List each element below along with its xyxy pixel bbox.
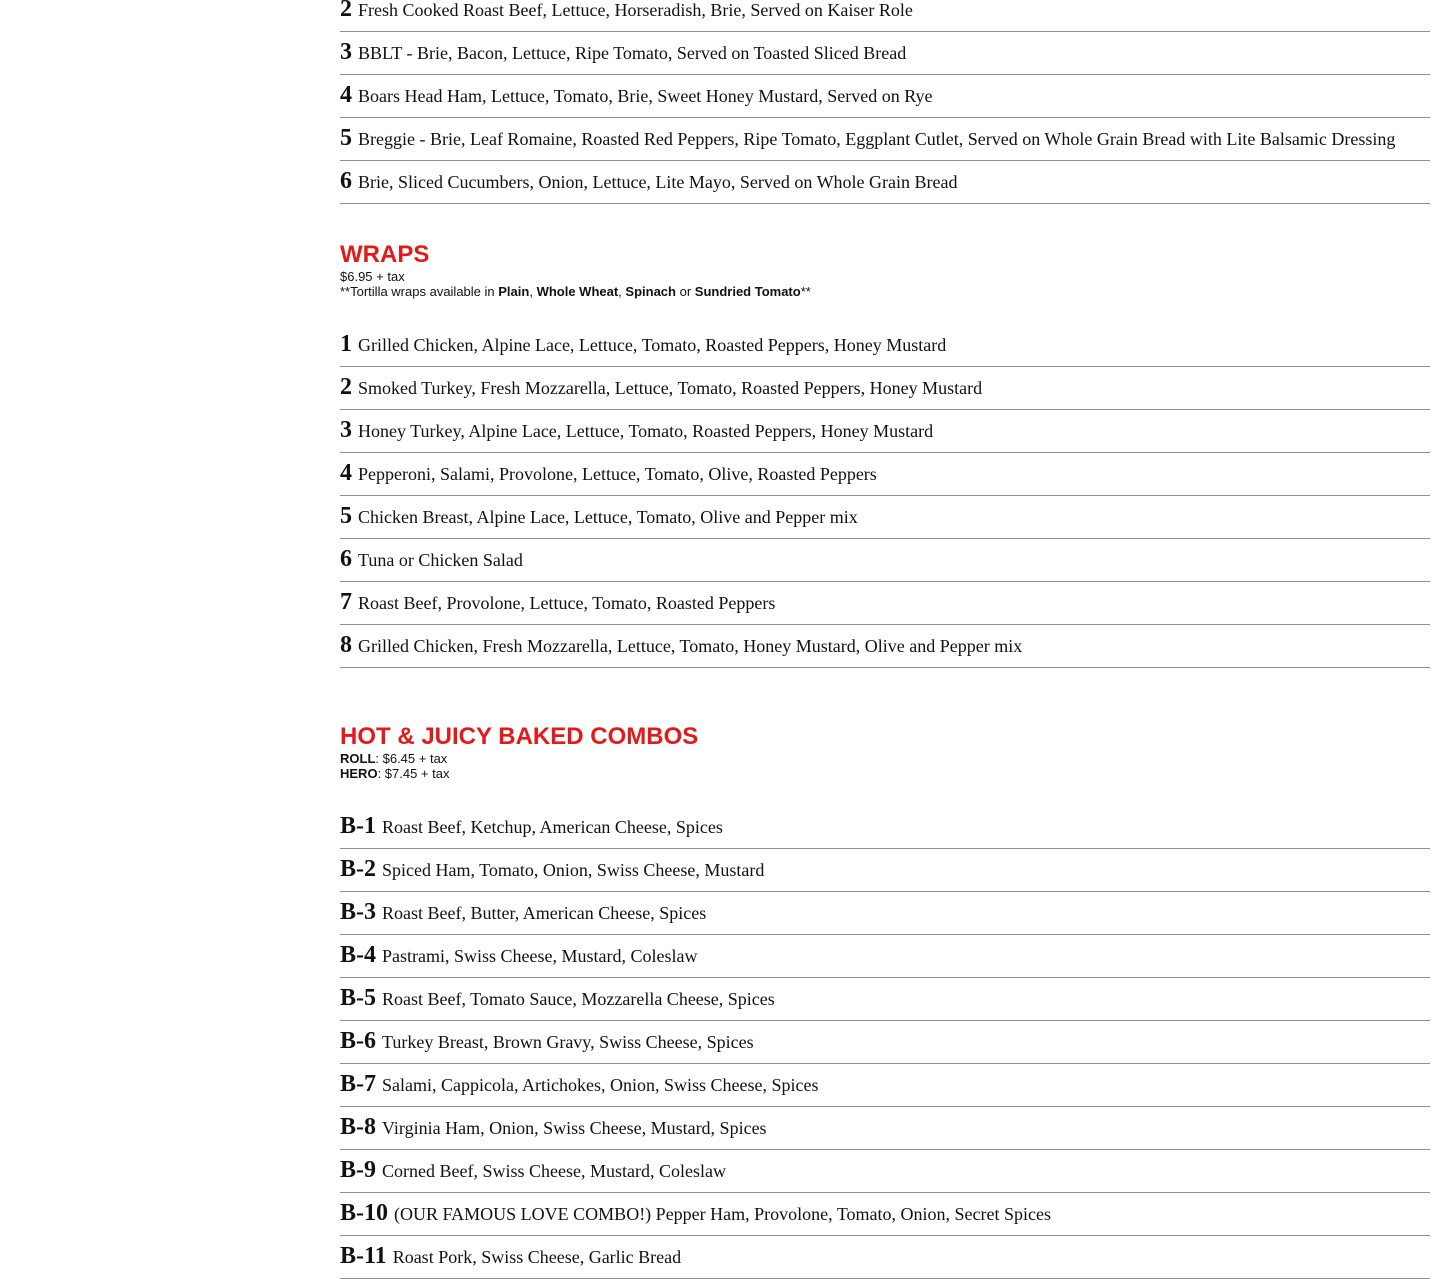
item-number: 5 [340, 503, 352, 529]
hero-label: HERO [340, 766, 378, 781]
item-description: Spiced Ham, Tomato, Onion, Swiss Cheese, Mustard [382, 860, 765, 880]
item-description: Smoked Turkey, Fresh Mozzarella, Lettuce, Tomato, Roasted Peppers, Honey Mustard [358, 378, 983, 398]
separator: , [618, 284, 626, 299]
separator: or [675, 284, 695, 299]
item-description: Pastrami, Swiss Cheese, Mustard, Coleslaw [382, 946, 698, 966]
item-number: 7 [340, 589, 352, 615]
item-number: 1 [340, 331, 352, 357]
item-number: B-9 [340, 1157, 376, 1183]
item-description: Grilled Chicken, Fresh Mozzarella, Lettuce, Tomato, Honey Mustard, Olive and Pepper mix [358, 636, 1023, 656]
item-number: B-5 [340, 985, 376, 1011]
list-item [340, 325, 1430, 367]
item-description: (OUR FAMOUS LOVE COMBO!) Pepper Ham, Provolone, Tomato, Onion, Secret Spices [394, 1204, 1052, 1224]
list-item [340, 1151, 1430, 1193]
list-item [340, 540, 1430, 582]
list-item [340, 411, 1430, 453]
hero-price [340, 766, 1430, 781]
item-number: B-10 [340, 1200, 388, 1226]
wraps-section [340, 241, 1430, 668]
item-number: 6 [340, 546, 352, 572]
item-number: 3 [340, 417, 352, 443]
list-item [340, 1065, 1430, 1107]
item-description: Honey Turkey, Alpine Lace, Lettuce, Tomato, Roasted Peppers, Honey Mustard [358, 421, 934, 441]
list-item [340, 583, 1430, 625]
item-number: 2 [340, 0, 352, 22]
item-description: Breggie - Brie, Leaf Romaine, Roasted Red Peppers, Ripe Tomato, Eggplant Cutlet, Served on Whole Grain Bread with Lite Balsamic Dressing [358, 129, 1396, 149]
item-number: B-6 [340, 1028, 376, 1054]
item-description: Roast Beef, Ketchup, American Cheese, Spices [382, 817, 723, 837]
item-number: B-7 [340, 1071, 376, 1097]
item-description: Turkey Breast, Brown Gravy, Swiss Cheese, Spices [382, 1032, 754, 1052]
item-description: Roast Beef, Tomato Sauce, Mozzarella Cheese, Spices [382, 989, 775, 1009]
item-number: 6 [340, 168, 352, 194]
list-item [340, 497, 1430, 539]
list-item [340, 626, 1430, 668]
list-item [340, 1237, 1430, 1279]
item-number: B-2 [340, 856, 376, 882]
item-number: B-1 [340, 813, 376, 839]
list-item [340, 33, 1430, 75]
list-item [340, 1194, 1430, 1236]
item-number: 8 [340, 632, 352, 658]
list-item [340, 807, 1430, 849]
list-item [340, 0, 1430, 32]
list-item [340, 1108, 1430, 1150]
roll-label: ROLL [340, 751, 376, 766]
section-title-combos: HOT & JUICY BAKED COMBOS [340, 723, 699, 750]
item-number: 2 [340, 374, 352, 400]
wraps-price: $6.95 + tax [340, 269, 405, 284]
wrap-option-sundried-tomato: Sundried Tomato [694, 284, 801, 299]
list-item [340, 850, 1430, 892]
item-description: Tuna or Chicken Salad [358, 550, 523, 570]
item-description: BBLT - Brie, Bacon, Lettuce, Ripe Tomato, Served on Toasted Sliced Bread [358, 43, 907, 63]
hero-price-value: : $7.45 + tax [377, 766, 450, 781]
item-description: Chicken Breast, Alpine Lace, Lettuce, Tomato, Olive and Pepper mix [358, 507, 858, 527]
note-prefix: **Tortilla wraps available in [340, 284, 499, 299]
wraps-list [340, 325, 1430, 668]
item-number: B-11 [340, 1243, 387, 1269]
wraps-note [340, 284, 1430, 299]
list-item [340, 1022, 1430, 1064]
item-description: Pepperoni, Salami, Provolone, Lettuce, Tomato, Olive, Roasted Peppers [358, 464, 877, 484]
item-number: 4 [340, 82, 352, 108]
item-description: Roast Pork, Swiss Cheese, Garlic Bread [392, 1247, 682, 1267]
item-description: Fresh Cooked Roast Beef, Lettuce, Horseradish, Brie, Served on Kaiser Role [358, 0, 913, 20]
list-item [340, 936, 1430, 978]
roll-price [340, 751, 1430, 766]
item-description: Roast Beef, Butter, American Cheese, Spices [382, 903, 707, 923]
list-item [340, 893, 1430, 935]
item-description: Roast Beef, Provolone, Lettuce, Tomato, Roasted Peppers [358, 593, 776, 613]
note-suffix: ** [800, 284, 811, 299]
item-number: B-3 [340, 899, 376, 925]
section-title-wraps: WRAPS [340, 241, 430, 268]
separator: , [529, 284, 537, 299]
list-item [340, 454, 1430, 496]
combos-list [340, 807, 1430, 1279]
item-description: Boars Head Ham, Lettuce, Tomato, Brie, Sweet Honey Mustard, Served on Rye [358, 86, 933, 106]
list-item [340, 76, 1430, 118]
item-description: Virginia Ham, Onion, Swiss Cheese, Mustard, Spices [382, 1118, 767, 1138]
item-description: Corned Beef, Swiss Cheese, Mustard, Coleslaw [382, 1161, 726, 1181]
item-description: Brie, Sliced Cucumbers, Onion, Lettuce, Lite Mayo, Served on Whole Grain Bread [358, 172, 958, 192]
wrap-option-whole-wheat: Whole Wheat [536, 284, 619, 299]
list-item [340, 119, 1430, 161]
item-number: B-4 [340, 942, 376, 968]
combos-section [340, 723, 1430, 1279]
list-item [340, 368, 1430, 410]
item-number: 4 [340, 460, 352, 486]
list-item [340, 162, 1430, 204]
item-number: B-8 [340, 1114, 376, 1140]
roll-price-value: : $6.45 + tax [375, 751, 448, 766]
item-description: Salami, Cappicola, Artichokes, Onion, Swiss Cheese, Spices [382, 1075, 819, 1095]
wrap-option-spinach: Spinach [625, 284, 676, 299]
list-item [340, 979, 1430, 1021]
item-description: Grilled Chicken, Alpine Lace, Lettuce, Tomato, Roasted Peppers, Honey Mustard [358, 335, 947, 355]
sandwich-list [340, 0, 1430, 204]
wrap-option-plain: Plain [498, 284, 530, 299]
item-number: 5 [340, 125, 352, 151]
menu-page [340, 0, 1430, 1279]
item-number: 3 [340, 39, 352, 65]
